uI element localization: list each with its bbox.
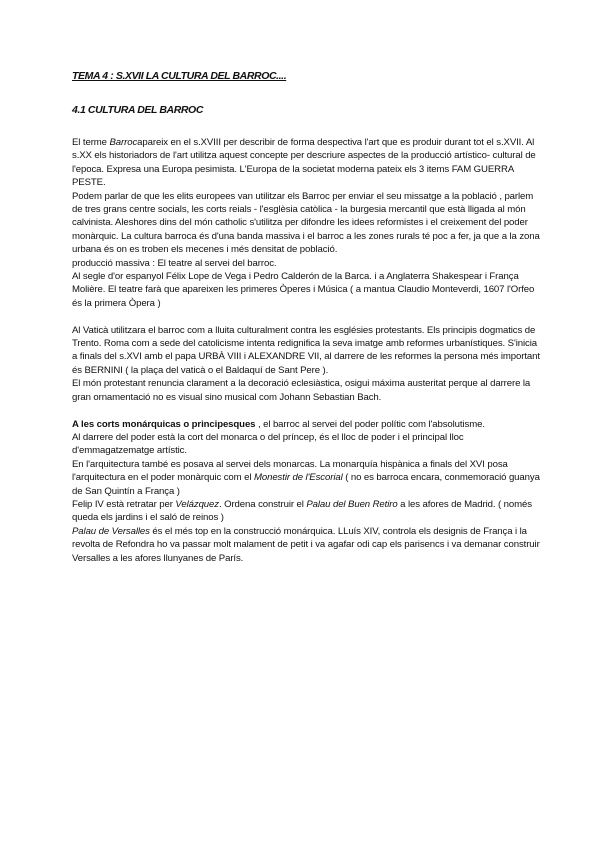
text-run: Felip IV està retratar per [72, 498, 176, 510]
text-run: El terme [72, 137, 110, 148]
text-run: , el barroc al servei del poder polític com l'absolutisme. [255, 418, 485, 430]
paragraph-elits: Podem parlar de que les elits europees van utilitzar els Barroc per enviar el seu missatge a la població , parlem de tres grans centre socials, les corts reials - l'esglèsia catòlica - la burgesia mercantil que està lligada al món calvinista. Aleshores dins del món catholic s'utilitza per difondre les idees reformistes i el creixement del poder monàrquic. La cultura barroca és d'una banda massiva i el barroc a les zones rurals té poc a fer, ja que a la zona urbana és on es troben els mecenes i més densitat de població. [72, 190, 540, 256]
paragraph-felip [72, 498, 542, 525]
paragraph-protestant: El món protestant renuncia clarament a la decoració eclesiàstica, osigui máxima austeritat perque al darrere la gran ornamentació no es visual sino musical com Johann Sebastian Bach. [72, 378, 531, 403]
term-barroc: Barroc [109, 137, 138, 148]
term-escorial: Monestir de l'Escorial [253, 472, 343, 484]
paragraph-vatica: Al Vaticà utilitzara el barroc com a lluita culturalment contra les esglésies protestants. Els principis dogmatics de Trento. Roma com a sede del catolicisme intenta redignifica la seva imatge amb reformes urbanístiques. S'inicia a finals del s.XVI amb el papa URBÀ VIII i ALEXANDRE VII, al darrere de les reformes la persona més important és BERNINI ( la plaça del vaticà o el Baldaquí de Sant Pere ). [72, 324, 540, 376]
paragraph-spacer [72, 310, 542, 323]
document-title: TEMA 4 : S.XVII LA CULTURA DEL BARROC.... [72, 70, 287, 82]
term-versalles: Palau de Versalles [72, 525, 150, 537]
paragraph-arquitectura [72, 458, 542, 498]
paragraph-poder: Al darrere del poder està la cort del monarca o del príncep, és el lloc de poder i el principal lloc d'emmagatzematge artístic. [72, 431, 464, 457]
paragraph-segle-or: Al segle d'or espanyol Félix Lope de Vega i Pedro Calderón de la Barca. i a Anglaterra Shakespear i França Molière. El teatre farà que apareixen les primeres Òperes i Música ( a mantua Claudio Monteverdi, 1607 l'Orfeo és la primera Òpera ) [72, 271, 535, 309]
text-run: és el més top en la construcció monárquica. LLuís XIV, controla els designis de França i la revolta de Refondra ho va passar molt malament de petit i va agafar odi cap els parisencs i va demanar construir Versalles a les afores llunyanes de París. [72, 525, 540, 564]
paragraph-versalles [72, 525, 542, 565]
term-buen-retiro: Palau del Buen Retiro [306, 498, 398, 510]
text-run: apareix en el s.XVIII per describir de forma despectiva l'art que es produir durant tot el s.XVII. Al s.XX els historiadors de l'art utilitza aquest concepte per descriure aspectes de la producció artístico- cultural de l'epoca. Expresa una Europa pesimista. L'Europa de la societat moderna pateix els 3 items FAM GUERRA PESTE. [72, 137, 536, 189]
text-run: . Ordena construir el [218, 498, 307, 510]
text-run: a les afores de Madrid. ( només queda els jardins i el saló de reinos ) [72, 498, 532, 524]
bold-heading: A les corts monárquicas o principesques [72, 418, 256, 430]
term-velazquez: Velázquez [175, 498, 219, 510]
paragraph-spacer [72, 404, 542, 417]
document-page [72, 70, 542, 565]
paragraph-produccio: producció massiva : El teatre al servei del barroc. [72, 257, 277, 269]
paragraph-intro [72, 136, 542, 190]
paragraph-corts [72, 418, 542, 431]
text-run: ( no es barroca encara, conmemoració guanya de San Quintín a França ) [72, 472, 540, 497]
text-run: En l'arquitectura també es posava al servei dels monarcas. La monarquía hispànica a finals del XVI posa l'arquitectura en el poder monàrquic com el [72, 458, 508, 484]
document-body [72, 136, 542, 565]
section-heading: 4.1 CULTURA DEL BARROC [72, 104, 204, 116]
